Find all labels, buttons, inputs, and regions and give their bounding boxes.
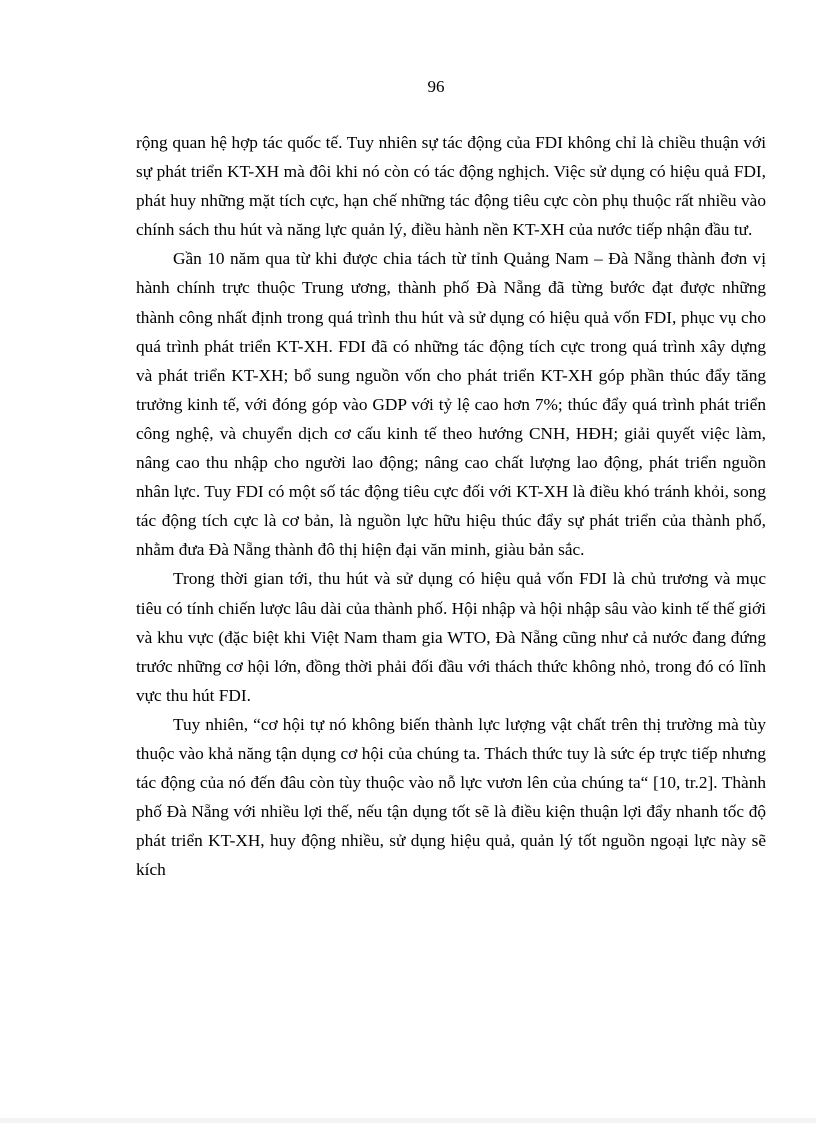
paragraph-continuation: rộng quan hệ hợp tác quốc tế. Tuy nhiên sự tác động của FDI không chỉ là chiều thuận với sự phát triển KT-XH mà đôi khi nó còn có tác động nghịch. Việc sử dụng có hiệu quả FDI, phát huy những mặt tích cực, hạn chế những tác động tiêu cực còn phụ thuộc rất nhiều vào chính sách thu hút và năng lực quản lý, điều hành nền KT-XH của nước tiếp nhận đầu tư. (136, 133, 766, 240)
page-bottom-edge (0, 1118, 816, 1123)
paragraph-future-strategy: Trong thời gian tới, thu hút và sử dụng có hiệu quả vốn FDI là chủ trương và mục tiêu có tính chiến lược lâu dài của thành phố. Hội nhập và hội nhập sâu vào kinh tế thế giới và khu vực (đặc biệt khi Việt Nam tham gia WTO, Đà Nẵng cũng như cả nước đang đứng trước những cơ hội lớn, đồng thời phải đối đầu với thách thức không nhỏ, trong đó có lĩnh vực thu hút FDI. (136, 569, 766, 705)
body-text (136, 128, 766, 884)
paragraph-fdi-achievements: Gần 10 năm qua từ khi được chia tách từ tỉnh Quảng Nam – Đà Nẵng thành đơn vị hành chính trực thuộc Trung ương, thành phố Đà Nẵng đã từng bước đạt được những thành công nhất định trong quá trình thu hút và sử dụng có hiệu quả vốn FDI, phục vụ cho quá trình phát triển KT-XH. FDI đã có những tác động tích cực trong quá trình xây dựng và phát triển KT-XH; bổ sung nguồn vốn cho phát triển KT-XH góp phần thúc đẩy tăng trưởng kinh tế, với đóng góp vào GDP với tỷ lệ cao hơn 7%; thúc đẩy quá trình phát triển công nghệ, và chuyển dịch cơ cấu kinh tế theo hướng CNH, HĐH; giải quyết việc làm, nâng cao thu nhập cho người lao động; nâng cao chất lượng lao động, phát triển nguồn nhân lực. Tuy FDI có một số tác động tiêu cực đối với KT-XH là điều khó tránh khỏi, song tác động tích cực là cơ bản, là nguồn lực hữu hiệu thúc đẩy sự phát triển của thành phố, nhằm đưa Đà Nẵng thành đô thị hiện đại văn minh, giàu bản sắc. (136, 249, 766, 560)
page-number: 96 (427, 77, 445, 96)
paragraph-opportunity-quote: Tuy nhiên, “cơ hội tự nó không biến thành lực lượng vật chất trên thị trường mà tùy thuộc vào khả năng tận dụng cơ hội của chúng ta. Thách thức tuy là sức ép trực tiếp nhưng tác động của nó đến đâu còn tùy thuộc vào nỗ lực vươn lên của chúng ta“ [10, tr.2]. Thành phố Đà Nẵng với nhiều lợi thế, nếu tận dụng tốt sẽ là điều kiện thuận lợi đẩy nhanh tốc độ phát triển KT-XH, huy động nhiều, sử dụng hiệu quả, quản lý tốt nguồn ngoại lực này sẽ kích (136, 714, 766, 880)
